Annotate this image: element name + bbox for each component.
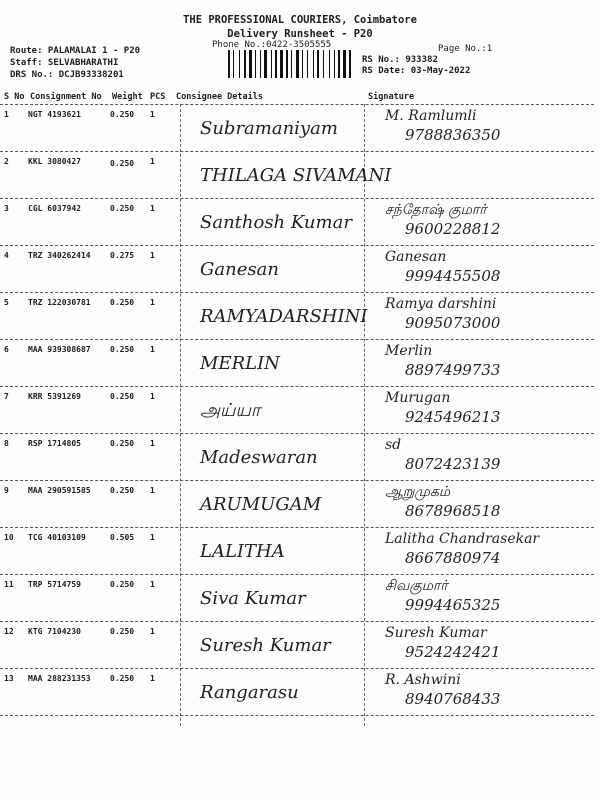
signature-name: சிவகுமார் — [385, 578, 448, 594]
row-separator — [0, 245, 594, 246]
barcode-bar — [315, 50, 316, 78]
table-row — [0, 151, 600, 197]
serial-number: 10 — [4, 533, 14, 542]
consignee-name: RAMYADARSHINI — [200, 306, 368, 327]
barcode-bar — [347, 50, 348, 78]
col-signature: Signature — [368, 92, 415, 102]
barcode-bar — [244, 50, 246, 78]
barcode-bar — [341, 50, 342, 78]
row-separator — [0, 715, 594, 716]
signature-phone: 8940768433 — [405, 690, 501, 708]
barcode-bar — [275, 50, 277, 78]
barcode-bar — [300, 50, 301, 78]
pieces: 1 — [150, 110, 155, 119]
barcode-bar — [323, 50, 324, 78]
weight: 0.250 — [110, 627, 135, 636]
table-row — [0, 527, 600, 573]
row-separator — [0, 433, 594, 434]
serial-number: 12 — [4, 627, 14, 636]
barcode-bar — [262, 50, 263, 78]
barcode-bar — [334, 50, 335, 78]
barcode-bar — [329, 50, 330, 78]
row-separator — [0, 104, 594, 105]
serial-number: 7 — [4, 392, 9, 401]
runsheet-title: Delivery Runsheet - P20 — [227, 28, 373, 40]
barcode-bar — [296, 50, 299, 78]
row-separator — [0, 480, 594, 481]
signature-name: sd — [385, 437, 402, 453]
barcode-bar — [325, 50, 328, 78]
table-row — [0, 668, 600, 714]
company-title: THE PROFESSIONAL COURIERS, Coimbatore — [183, 14, 417, 26]
serial-number: 6 — [4, 345, 9, 354]
rs-number: RS No.: 933382 — [362, 55, 438, 65]
consignment-number: TRP 5714759 — [28, 580, 81, 589]
consignee-name: Ganesan — [200, 259, 279, 280]
barcode-bar — [278, 50, 279, 78]
consignee-name: Rangarasu — [200, 682, 299, 703]
staff: Staff: SELVABHARATHI — [10, 58, 119, 68]
barcode-bar — [336, 50, 337, 78]
row-separator — [0, 621, 594, 622]
row-separator — [0, 339, 594, 340]
phone-number: Phone No.:0422-3505555 — [212, 40, 332, 50]
signature-phone: 9524242421 — [405, 643, 501, 661]
pieces: 1 — [150, 533, 155, 542]
barcode-bar — [289, 50, 290, 78]
barcode-bar — [304, 50, 306, 78]
weight: 0.250 — [110, 204, 135, 213]
signature-phone: 8678968518 — [405, 502, 501, 520]
barcode-bar — [313, 50, 314, 78]
consignee-name: Madeswaran — [200, 447, 318, 468]
barcode-bar — [235, 50, 238, 78]
signature-phone: 8897499733 — [405, 361, 501, 379]
barcode-bar — [343, 50, 346, 78]
signature-name: Ramya darshini — [385, 296, 497, 312]
signature-name: Merlin — [385, 343, 433, 359]
col-pcs: PCS — [150, 92, 166, 102]
consignment-number: MAA 939308687 — [28, 345, 91, 354]
table-row — [0, 574, 600, 620]
signature-phone: 8667880974 — [405, 549, 501, 567]
weight: 0.250 — [110, 674, 135, 683]
table-row — [0, 104, 600, 150]
table-row — [0, 292, 600, 338]
weight: 0.250 — [110, 298, 135, 307]
signature-name: Ganesan — [385, 249, 447, 265]
barcode-bar — [257, 50, 259, 78]
signature-name: Suresh Kumar — [385, 625, 487, 641]
consignee-name: Santhosh Kumar — [200, 212, 352, 233]
signature-name: Lalitha Chandrasekar — [385, 531, 540, 547]
pieces: 1 — [150, 486, 155, 495]
weight: 0.250 — [110, 110, 135, 119]
barcode-bar — [233, 50, 234, 78]
col-weight: Weight — [112, 92, 143, 102]
serial-number: 5 — [4, 298, 9, 307]
table-row — [0, 386, 600, 432]
signature-phone: 9994455508 — [405, 267, 501, 285]
barcode-bar — [271, 50, 272, 78]
signature-name: சந்தோஷ் குமார் — [385, 202, 487, 218]
signature-phone: 9245496213 — [405, 408, 501, 426]
pieces: 1 — [150, 298, 155, 307]
serial-number: 8 — [4, 439, 9, 448]
serial-number: 3 — [4, 204, 9, 213]
barcode-bar — [228, 50, 230, 78]
row-separator — [0, 574, 594, 575]
row-separator — [0, 198, 594, 199]
serial-number: 4 — [4, 251, 9, 260]
row-separator — [0, 386, 594, 387]
weight: 0.250 — [110, 345, 135, 354]
barcode-bar — [338, 50, 340, 78]
pieces: 1 — [150, 251, 155, 260]
signature-name: M. Ramlumli — [385, 108, 477, 124]
pieces: 1 — [150, 345, 155, 354]
pieces: 1 — [150, 204, 155, 213]
barcode-bar — [317, 50, 319, 78]
weight: 0.250 — [110, 159, 135, 168]
consignment-number: RSP 1714805 — [28, 439, 81, 448]
consignee-name: MERLIN — [200, 353, 280, 374]
row-separator — [0, 151, 594, 152]
drs-number: DRS No.: DCJB93338201 — [10, 70, 124, 80]
barcode-bar — [286, 50, 288, 78]
barcode-bar — [291, 50, 292, 78]
barcode-bar — [241, 50, 243, 78]
weight: 0.250 — [110, 580, 135, 589]
barcode-bar — [349, 50, 351, 78]
serial-number: 1 — [4, 110, 9, 119]
pieces: 1 — [150, 580, 155, 589]
signature-name: Murugan — [385, 390, 451, 406]
consignment-number: MAA 290591585 — [28, 486, 91, 495]
page-number: Page No.:1 — [438, 44, 493, 54]
pieces: 1 — [150, 439, 155, 448]
barcode-bar — [293, 50, 295, 78]
row-separator — [0, 668, 594, 669]
consignee-name: Subramaniyam — [200, 118, 338, 139]
table-row — [0, 480, 600, 526]
barcode-bar — [273, 50, 274, 78]
barcode — [228, 50, 356, 78]
rs-date: RS Date: 03-May-2022 — [362, 66, 471, 76]
weight: 0.275 — [110, 251, 135, 260]
weight: 0.250 — [110, 439, 135, 448]
serial-number: 11 — [4, 580, 14, 589]
pieces: 1 — [150, 627, 155, 636]
consignee-name: Siva Kumar — [200, 588, 306, 609]
barcode-bar — [231, 50, 232, 78]
route: Route: PALAMALAI 1 - P20 — [10, 46, 141, 56]
table-row — [0, 198, 600, 244]
consignment-number: TRZ 340262414 — [28, 251, 91, 260]
barcode-bar — [253, 50, 254, 78]
signature-name: R. Ashwini — [385, 672, 461, 688]
consignee-name: Suresh Kumar — [200, 635, 331, 656]
barcode-bar — [309, 50, 312, 78]
consignment-number: KRR 5391269 — [28, 392, 81, 401]
signature-phone: 9788836350 — [405, 126, 501, 144]
serial-number: 2 — [4, 157, 9, 166]
barcode-bar — [280, 50, 283, 78]
barcode-bar — [320, 50, 322, 78]
barcode-bar — [255, 50, 256, 78]
serial-number: 9 — [4, 486, 9, 495]
barcode-bar — [268, 50, 270, 78]
table-row — [0, 433, 600, 479]
pieces: 1 — [150, 157, 155, 166]
row-separator — [0, 527, 594, 528]
consignment-number: KTG 7104230 — [28, 627, 81, 636]
table-row — [0, 339, 600, 385]
consignee-name: அய்யா — [200, 400, 261, 421]
row-separator — [0, 292, 594, 293]
barcode-bar — [247, 50, 248, 78]
weight: 0.250 — [110, 486, 135, 495]
barcode-bar — [264, 50, 267, 78]
table-row — [0, 621, 600, 667]
table-row — [0, 245, 600, 291]
signature-name: ஆறுமுகம் — [385, 484, 451, 500]
pieces: 1 — [150, 674, 155, 683]
consignee-name: THILAGA SIVAMANI — [200, 165, 392, 186]
barcode-bar — [302, 50, 303, 78]
barcode-bar — [249, 50, 252, 78]
barcode-bar — [284, 50, 285, 78]
signature-phone: 9600228812 — [405, 220, 501, 238]
consignment-number: TRZ 122030781 — [28, 298, 91, 307]
serial-number: 13 — [4, 674, 14, 683]
col-consignee: Consignee Details — [176, 92, 263, 102]
weight: 0.505 — [110, 533, 135, 542]
consignment-number: MAA 288231353 — [28, 674, 91, 683]
weight: 0.250 — [110, 392, 135, 401]
signature-phone: 9994465325 — [405, 596, 501, 614]
barcode-bar — [331, 50, 333, 78]
pieces: 1 — [150, 392, 155, 401]
consignment-number: CGL 6037942 — [28, 204, 81, 213]
consignment-number: KKL 3080427 — [28, 157, 81, 166]
consignee-name: LALITHA — [200, 541, 285, 562]
barcode-bar — [307, 50, 308, 78]
barcode-bar — [260, 50, 261, 78]
consignment-number: NGT 4193621 — [28, 110, 81, 119]
col-sno: S No — [4, 92, 25, 102]
consignee-name: ARUMUGAM — [200, 494, 322, 515]
barcode-bar — [239, 50, 240, 78]
signature-phone: 9095073000 — [405, 314, 501, 332]
signature-phone: 8072423139 — [405, 455, 501, 473]
consignment-number: TCG 40103109 — [28, 533, 86, 542]
col-consignment: Consignment No — [30, 92, 102, 102]
